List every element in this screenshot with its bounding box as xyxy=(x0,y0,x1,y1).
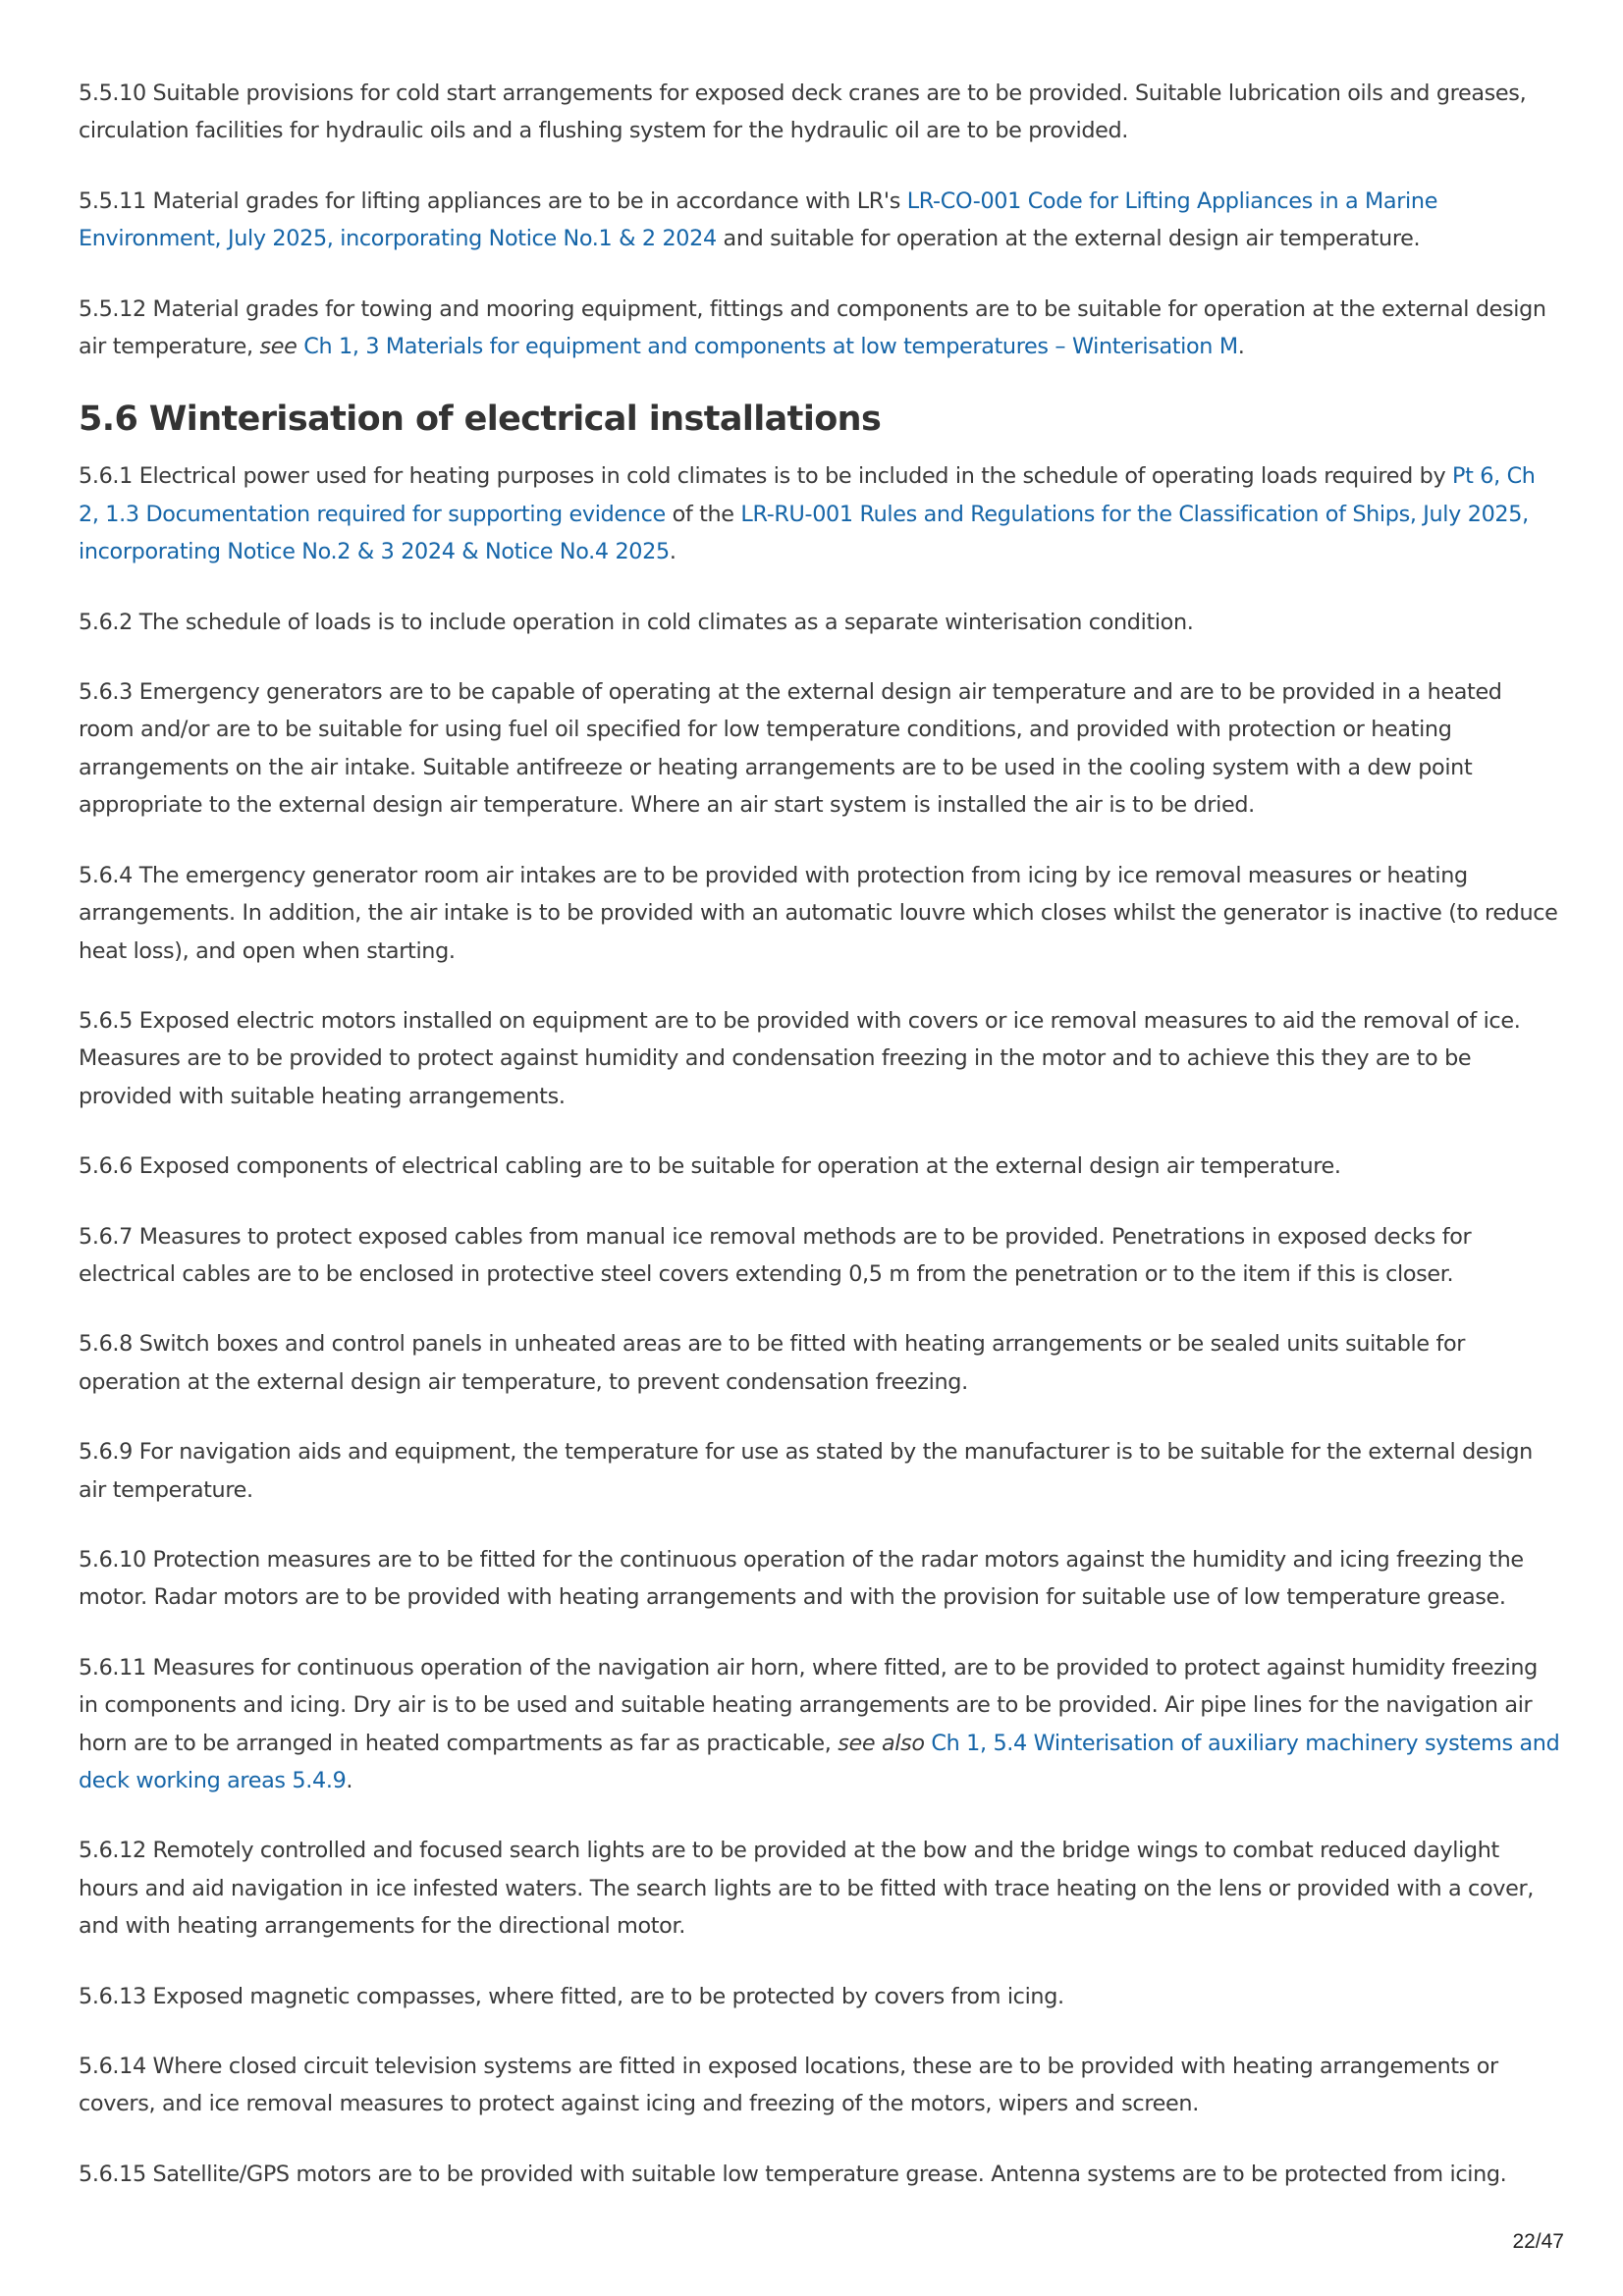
section-heading-5-6: 5.6 Winterisation of electrical installations xyxy=(79,400,882,440)
paragraph-5-6-6: 5.6.6 Exposed components of electrical cabling are to be suitable for operation at the external design air temperature. xyxy=(79,1153,1341,1180)
paragraph-5-6-2: 5.6.2 The schedule of loads is to include operation in cold climates as a separate winterisation condition. xyxy=(79,609,1194,635)
paragraph-5-6-10: 5.6.10 Protection measures are to be fitted for the continuous operation of the radar motors against the humidity and icing freezing the motor. Radar motors are to be provided with heating arrangements and with the provision for suitable use of low temperature grease. xyxy=(79,1546,1524,1611)
paragraph-5-6-15: 5.6.15 Satellite/GPS motors are to be provided with suitable low temperature grease. Antenna systems are to be protected from icing. xyxy=(79,2161,1507,2187)
paragraph-5-6-13: 5.6.13 Exposed magnetic compasses, where fitted, are to be protected by covers from icing. xyxy=(79,1983,1064,2009)
page-number: 22/47 xyxy=(1512,2230,1564,2253)
paragraph-5-6-3: 5.6.3 Emergency generators are to be capable of operating at the external design air temperature and are to be provided in a heated room and/or are to be suitable for using fuel oil specified for low temperature conditions, and provided with protection or heating arrangements on the air intake. Suitable antifreeze or heating arrangements are to be used in the cooling system with a dew point appropriate to the external design air temperature. Where an air start system is installed the air is to be dried. xyxy=(79,679,1502,819)
paragraph-5-5-12: 5.5.12 Material grades for towing and mooring equipment, fittings and components are to be suitable for operation at the external design air temperature, see Ch 1, 3 Materials for equipment and components at low temperatures – Winterisation M. xyxy=(79,295,1546,360)
paragraph-5-6-14: 5.6.14 Where closed circuit television systems are fitted in exposed locations, these are to be provided with heating arrangements or covers, and ice removal measures to protect against icing and freezing of the motors, wipers and screen. xyxy=(79,2054,1498,2117)
paragraph-5-6-11: 5.6.11 Measures for continuous operation of the navigation air horn, where fitted, are to be provided to protect against humidity freezing in components and icing. Dry air is to be used and suitable heating arrangements are to be provided. Air pipe lines for the navigation air horn are to be arranged in heated compartments as far as practicable, see also Ch 1, 5.4 Winterisation of auxiliary machinery systems and deck working areas 5.4.9. xyxy=(79,1654,1560,1793)
paragraph-5-6-9: 5.6.9 For navigation aids and equipment, the temperature for use as stated by the manufacturer is to be suitable for the external design air temperature. xyxy=(79,1439,1533,1503)
link-ch1-5-4-winterisation[interactable]: Ch 1, 5.4 Winterisation of auxiliary machinery systems and deck working areas 5.4.9 xyxy=(79,1730,1560,1793)
document-body xyxy=(79,75,1561,2225)
paragraph-5-6-7: 5.6.7 Measures to protect exposed cables from manual ice removal methods are to be provided. Penetrations in exposed decks for electrical cables are to be enclosed in protective steel covers extending 0,5 m from the penetration or to the item if this is closer. xyxy=(79,1223,1472,1287)
link-pt6-ch2-1-3[interactable]: Pt 6, Ch 2, 1.3 Documentation required for supporting evidence xyxy=(79,463,1536,527)
link-lr-co-001[interactable]: LR-CO-001 Code for Lifting Appliances in a Marine Environment, July 2025, incorporating Notice No.1 & 2 2024 xyxy=(79,187,1438,252)
paragraph-5-5-10: 5.5.10 Suitable provisions for cold start arrangements for exposed deck cranes are to be provided. Suitable lubrication oils and greases, circulation facilities for hydraulic oils and a flushing system for the hydraulic oil are to be provided. xyxy=(79,80,1527,144)
paragraph-5-6-1: 5.6.1 Electrical power used for heating purposes in cold climates is to be included in the schedule of operating loads required by Pt 6, Ch 2, 1.3 Documentation required for supporting evidence of the LR-RU-001 Rules and Regulations for the Classification of Ships, July 2025, incorporating Notice No.2 & 3 2024 & Notice No.4 2025. xyxy=(79,463,1536,565)
paragraph-5-6-12: 5.6.12 Remotely controlled and focused search lights are to be provided at the bow and the bridge wings to combat reduced daylight hours and aid navigation in ice infested waters. The search lights are to be fitted with trace heating on the lens or provided with a cover, and with heating arrangements for the directional motor. xyxy=(79,1838,1535,1940)
paragraph-5-6-4: 5.6.4 The emergency generator room air intakes are to be provided with protection from icing by ice removal measures or heating arrangements. In addition, the air intake is to be provided with an automatic louvre which closes whilst the generator is inactive (to reduce heat loss), and open when starting. xyxy=(79,862,1558,964)
paragraph-5-5-11: 5.5.11 Material grades for lifting appliances are to be in accordance with LR's LR-CO-001 Code for Lifting Appliances in a Marine Environment, July 2025, incorporating Notice No.1 & 2 2024 and suitable for operation at the external design air temperature. xyxy=(79,187,1438,252)
link-ch1-3-materials[interactable]: Ch 1, 3 Materials for equipment and components at low temperatures – Winterisation M xyxy=(303,334,1238,360)
link-lr-ru-001[interactable]: LR-RU-001 Rules and Regulations for the Classification of Ships, July 2025, incorporating Notice No.2 & 3 2024 & Notice No.4 2025 xyxy=(79,501,1529,565)
paragraph-5-6-5: 5.6.5 Exposed electric motors installed on equipment are to be provided with covers or ice removal measures to aid the removal of ice. Measures are to be provided to protect against humidity and condensation freezing in the motor and to achieve this they are to be provided with suitable heating arrangements. xyxy=(79,1007,1521,1109)
paragraph-5-6-8: 5.6.8 Switch boxes and control panels in unheated areas are to be fitted with heating arrangements or be sealed units suitable for operation at the external design air temperature, to prevent condensation freezing. xyxy=(79,1331,1466,1395)
